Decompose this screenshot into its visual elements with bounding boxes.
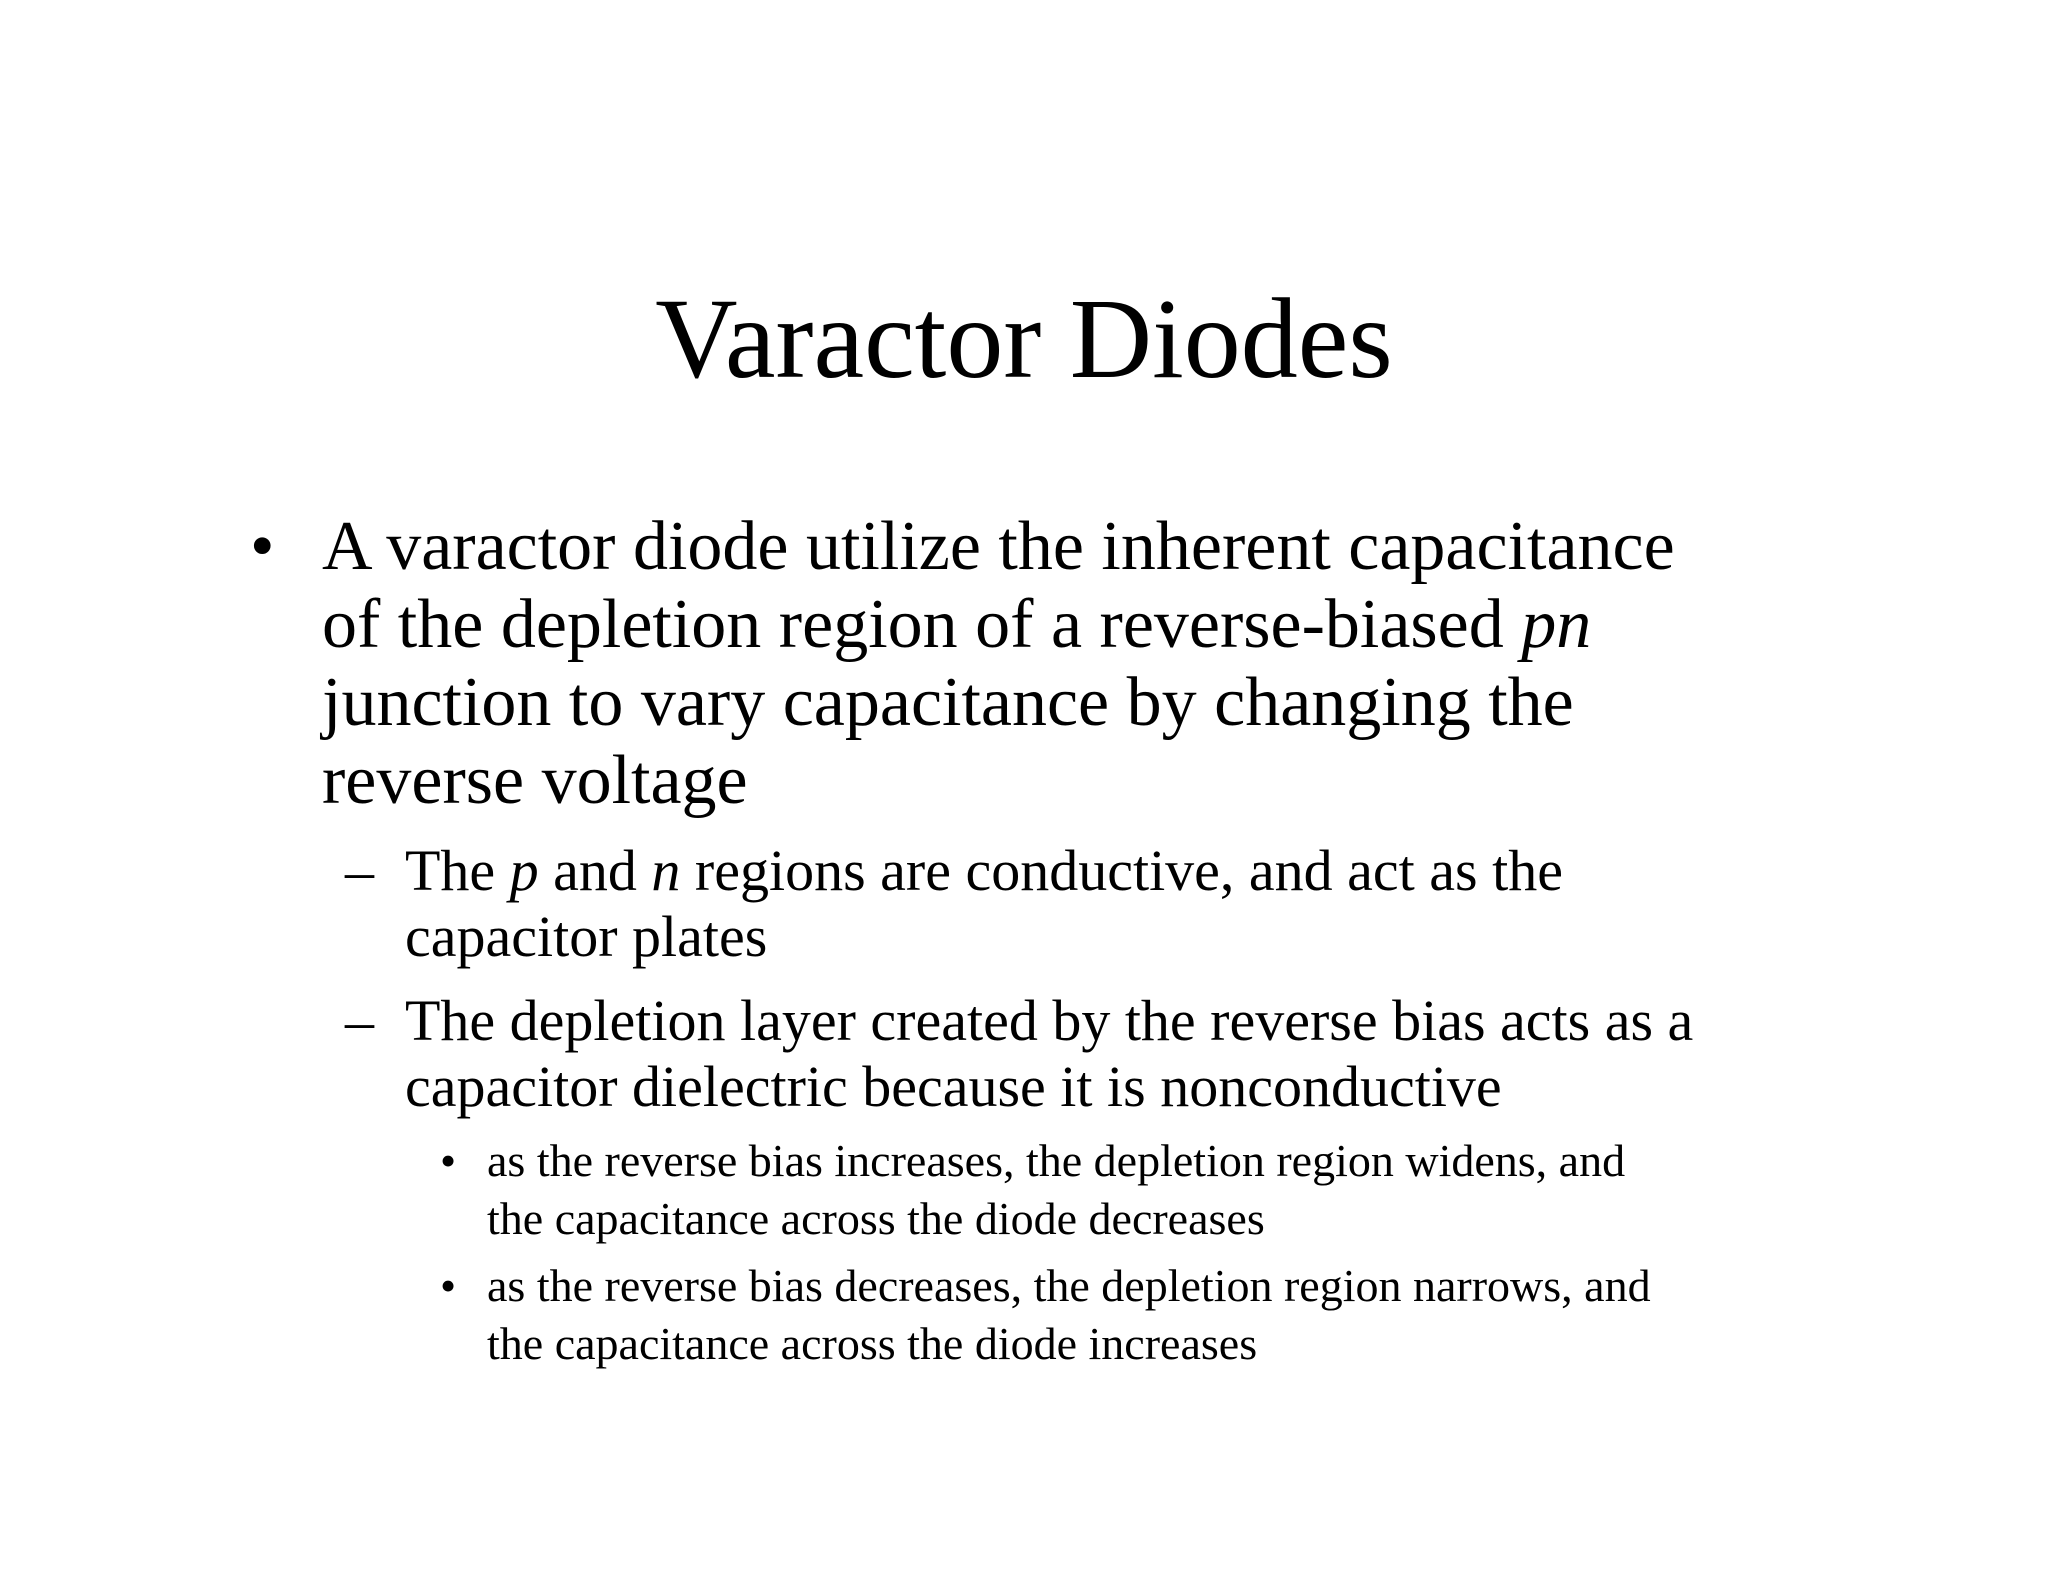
italic-n: n: [651, 838, 681, 903]
sub-bullet-text-line: [405, 838, 1563, 904]
sub-bullet-segment: The: [405, 838, 510, 903]
sub-bullet-text-line: The depletion layer created by the reverse bias acts as a: [405, 988, 1694, 1053]
subsub-bullet-text-line: as the reverse bias decreases, the depletion region narrows, and: [487, 1260, 1651, 1311]
sub-bullet-text-line: capacitor plates: [405, 904, 768, 969]
slide-title: Varactor Diodes: [655, 275, 1393, 402]
bullet-text-line: [322, 586, 1591, 664]
subsub-bullet-text-line: the capacitance across the diode decreases: [487, 1193, 1265, 1244]
dash-marker: –: [345, 988, 374, 1053]
subsub-bullet-marker: •: [440, 1135, 457, 1186]
bullet-text-line: junction to vary capacitance by changing the: [322, 664, 1574, 741]
sub-bullet-segment: and: [538, 838, 652, 903]
subsub-bullet-marker: •: [440, 1260, 457, 1311]
italic-pn: pn: [1521, 586, 1592, 663]
italic-p: p: [509, 838, 539, 903]
sub-bullet-text-line: capacitor dielectric because it is nonconductive: [405, 1054, 1502, 1119]
bullet-text-line: reverse voltage: [322, 742, 748, 819]
bullet-text-line: A varactor diode utilize the inherent capacitance: [322, 508, 1675, 585]
subsub-bullet-text-line: the capacitance across the diode increases: [487, 1318, 1258, 1369]
bullet-text-segment: of the depletion region of a reverse-biased: [322, 586, 1522, 663]
bullet-marker: •: [250, 508, 275, 585]
subsub-bullet-text-line: as the reverse bias increases, the depletion region widens, and: [487, 1135, 1626, 1186]
dash-marker: –: [345, 838, 374, 903]
sub-bullet-segment: regions are conductive, and act as the: [680, 838, 1563, 903]
